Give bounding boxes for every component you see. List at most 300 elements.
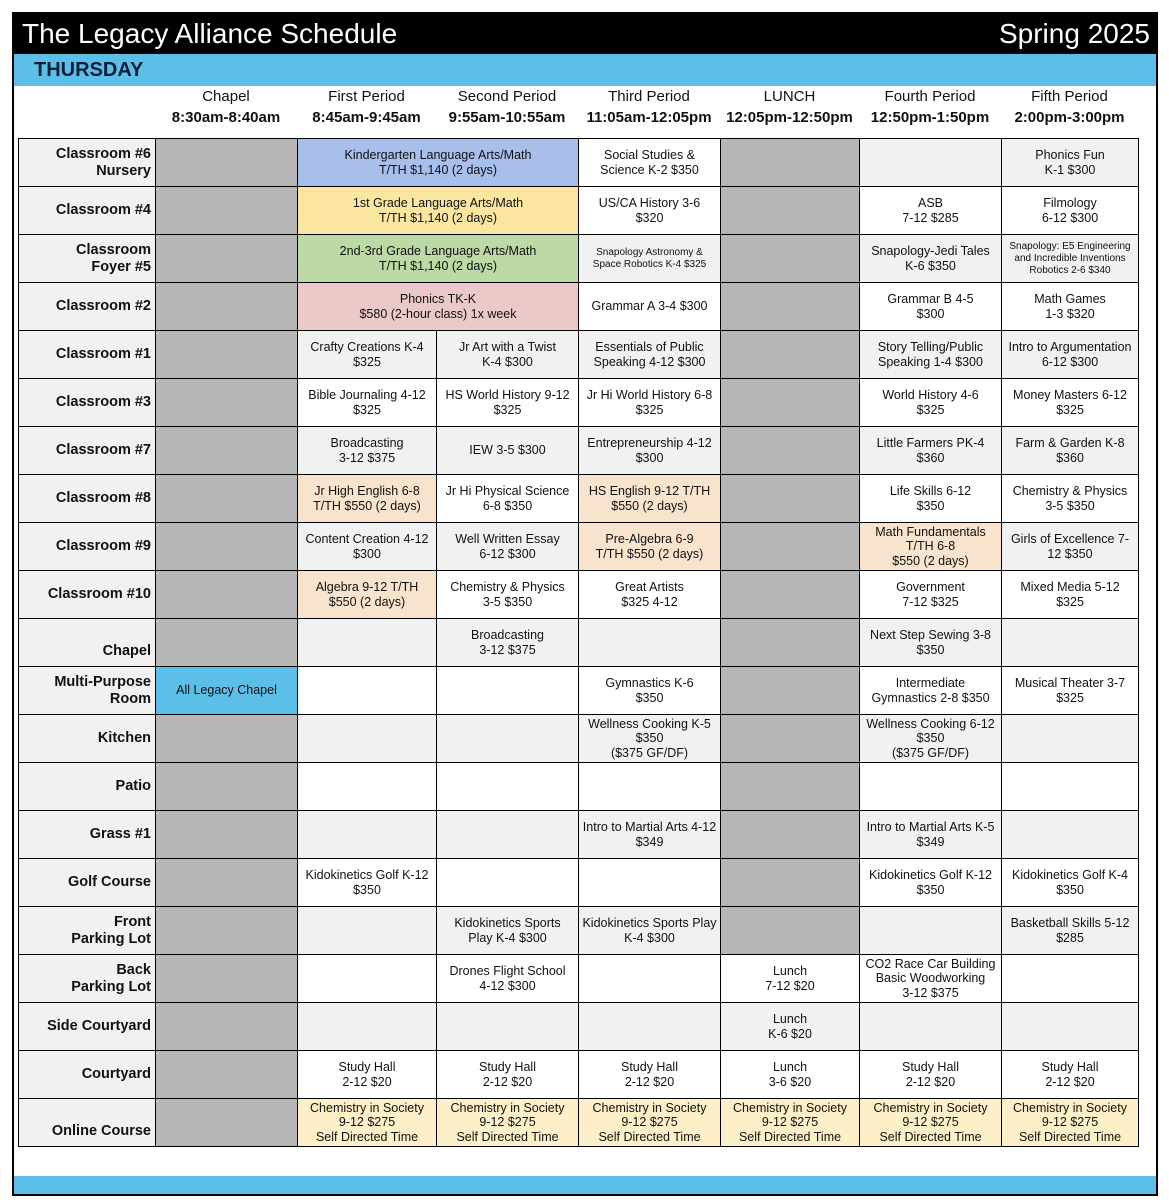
class-cell-line: Lunch	[772, 1060, 808, 1074]
table-row	[19, 187, 1139, 235]
class-cell	[860, 379, 1002, 427]
empty-cell	[156, 715, 298, 763]
class-cell-line: Gymnastics K-6	[605, 676, 694, 690]
column-header-name: LUNCH	[763, 88, 816, 105]
class-cell	[437, 379, 579, 427]
table-row	[19, 715, 1139, 763]
class-cell-line: Life Skills 6-12	[889, 484, 972, 498]
class-cell-line: HS English 9-12 T/TH	[588, 484, 711, 498]
class-cell-line: Space Robotics K-4 $325	[592, 258, 707, 270]
class-cell-line: $325	[1056, 402, 1084, 417]
schedule-grid	[18, 138, 1139, 1147]
room-label	[19, 187, 156, 235]
class-cell	[579, 475, 721, 523]
class-cell-line: Basketball Skills 5-12	[1010, 916, 1130, 930]
room-label	[19, 955, 156, 1003]
room-label-line: Classroom #2	[55, 298, 151, 314]
class-cell-line: 9-12 $275	[761, 1115, 819, 1130]
class-cell	[1002, 427, 1139, 475]
empty-cell	[721, 715, 860, 763]
table-row	[19, 667, 1139, 715]
room-label-line: Classroom #7	[55, 442, 151, 458]
class-cell	[1002, 187, 1139, 235]
class-cell	[298, 1051, 437, 1099]
empty-cell	[1002, 811, 1139, 859]
class-cell-line: Farm & Garden K-8	[1015, 436, 1125, 450]
room-label-line: Back	[116, 962, 151, 978]
class-cell-line: 2-12 $20	[905, 1074, 956, 1089]
class-cell-line: Gymnastics 2-8 $350	[871, 690, 990, 705]
class-cell-line: $350	[635, 690, 664, 705]
class-cell-line: $550 (2 days)	[328, 594, 406, 609]
empty-cell	[721, 859, 860, 907]
class-cell	[579, 523, 721, 571]
class-cell-line: 9-12 $275	[479, 1115, 536, 1130]
class-cell-line: K-4 $300	[624, 930, 675, 945]
class-cell-line: T/TH $550 (2 days)	[313, 498, 421, 513]
class-cell	[579, 1099, 721, 1147]
class-cell-line: Chemistry in Society	[1013, 1100, 1127, 1115]
empty-cell	[298, 955, 437, 1003]
class-cell	[721, 1051, 860, 1099]
empty-cell	[156, 763, 298, 811]
class-cell	[860, 187, 1002, 235]
class-cell-line: 12 $350	[1047, 546, 1093, 561]
empty-cell	[721, 667, 860, 715]
class-cell-line: Great Artists	[615, 580, 684, 594]
class-cell-line: Social Studies &	[603, 148, 696, 162]
empty-cell	[721, 619, 860, 667]
class-cell-line: 4-12 $300	[479, 978, 536, 993]
room-label-line: Chapel	[102, 643, 151, 659]
class-cell-line: Kidokinetics Golf K-12	[305, 868, 429, 882]
class-cell	[860, 715, 1002, 763]
class-cell	[298, 427, 437, 475]
class-cell	[579, 235, 721, 283]
class-cell-line: 9-12 $275	[621, 1115, 678, 1130]
empty-cell	[437, 1003, 579, 1051]
term-label: Spring 2025	[998, 18, 1150, 49]
class-cell	[1002, 283, 1139, 331]
column-header	[720, 86, 859, 128]
class-cell	[860, 859, 1002, 907]
class-cell	[437, 955, 579, 1003]
class-cell-line: K-6 $350	[905, 258, 956, 273]
class-cell	[1002, 907, 1139, 955]
class-cell-line: Intermediate	[895, 676, 966, 690]
table-row	[19, 1051, 1139, 1099]
table-row	[19, 859, 1139, 907]
class-cell-line: 6-12 $300	[479, 546, 536, 561]
class-cell	[437, 907, 579, 955]
class-cell-line: Filmology	[1043, 196, 1097, 210]
class-cell-line: Speaking 4-12 $300	[593, 354, 706, 369]
empty-cell	[721, 379, 860, 427]
class-cell	[437, 475, 579, 523]
room-label-line: Patio	[115, 778, 151, 794]
room-label-line: Classroom #6	[55, 146, 151, 162]
empty-cell	[156, 859, 298, 907]
footer-bar	[14, 1176, 1156, 1194]
class-cell-line: 6-12 $300	[1041, 354, 1099, 369]
empty-cell	[298, 715, 437, 763]
class-cell-line: Phonics Fun	[1035, 148, 1105, 162]
empty-cell	[437, 667, 579, 715]
class-cell-line: Jr Hi Physical Science	[445, 484, 570, 498]
class-cell	[1002, 667, 1139, 715]
class-cell-line: Science K-2 $350	[600, 162, 699, 177]
class-cell-line: 9-12 $275	[338, 1115, 396, 1130]
class-cell-line: Kidokinetics Sports	[454, 916, 561, 930]
class-cell-line: Algebra 9-12 T/TH	[315, 580, 419, 594]
column-header	[578, 86, 720, 128]
column-header-time: 2:00pm-3:00pm	[1014, 109, 1125, 126]
class-cell-line: Lunch	[772, 964, 808, 978]
class-cell	[579, 715, 721, 763]
class-cell-line: $300	[353, 546, 381, 561]
room-label-line: Grass #1	[89, 826, 151, 842]
class-cell-line: Intro to Martial Arts 4-12	[582, 820, 717, 834]
empty-cell	[860, 1003, 1002, 1051]
room-label-line: Classroom #1	[55, 346, 151, 362]
class-cell	[860, 475, 1002, 523]
room-label	[19, 331, 156, 379]
empty-cell	[579, 763, 721, 811]
class-cell-line: 2-12 $20	[624, 1074, 675, 1089]
class-cell-line: 2nd-3rd Grade Language Arts/Math	[339, 244, 537, 258]
class-cell-line: $325	[353, 354, 381, 369]
class-cell	[1002, 571, 1139, 619]
empty-cell	[721, 571, 860, 619]
class-cell	[1002, 475, 1139, 523]
table-row	[19, 1099, 1139, 1147]
class-cell-line: Robotics 2-6 $340	[1029, 264, 1111, 276]
class-cell-line: and Incredible Inventions	[1014, 252, 1126, 264]
class-cell	[298, 187, 579, 235]
class-cell-line: Self Directed Time	[879, 1129, 982, 1144]
room-label	[19, 811, 156, 859]
room-label	[19, 715, 156, 763]
class-cell-line: $550 (2 days)	[892, 553, 969, 568]
class-cell	[437, 571, 579, 619]
class-cell	[721, 1003, 860, 1051]
class-cell-line: $325	[493, 402, 522, 417]
class-cell	[579, 811, 721, 859]
empty-cell	[1002, 715, 1139, 763]
class-cell	[860, 523, 1002, 571]
class-cell	[1002, 1099, 1139, 1147]
class-cell-line: 3-12 $375	[902, 985, 959, 1000]
class-cell-line: World History 4-6	[882, 388, 979, 402]
empty-cell	[298, 619, 437, 667]
room-label-line: Kitchen	[97, 730, 151, 746]
class-cell	[298, 379, 437, 427]
class-cell-line: Grammar A 3-4 $300	[591, 299, 708, 314]
empty-cell	[721, 763, 860, 811]
class-cell-line: Self Directed Time	[598, 1129, 701, 1144]
room-label-line: Parking Lot	[71, 931, 151, 947]
class-cell	[579, 283, 721, 331]
room-label	[19, 571, 156, 619]
class-cell-line: $349	[635, 834, 664, 849]
room-label-line: Foyer #5	[91, 259, 151, 275]
column-header-name: Chapel	[202, 88, 250, 105]
table-row	[19, 475, 1139, 523]
room-label-line: Classroom #10	[47, 586, 151, 602]
class-cell-line: $360	[1056, 450, 1084, 465]
class-cell	[721, 1099, 860, 1147]
class-cell-line: Lunch	[772, 1012, 808, 1026]
class-cell	[298, 283, 579, 331]
empty-cell	[156, 331, 298, 379]
class-cell-line: ASB	[917, 196, 943, 210]
column-header-name: Third Period	[608, 88, 690, 105]
class-cell-line: Broadcasting	[330, 436, 404, 450]
class-cell-line: Study Hall	[902, 1060, 959, 1074]
class-cell	[298, 859, 437, 907]
class-cell-line: 3-12 $375	[479, 642, 536, 657]
class-cell-line: 7-12 $20	[765, 978, 815, 993]
empty-cell	[156, 811, 298, 859]
empty-cell	[1002, 955, 1139, 1003]
class-cell-line: Phonics TK-K	[399, 292, 477, 306]
class-cell-line: 1st Grade Language Arts/Math	[352, 196, 524, 210]
class-cell-line: Chemistry in Society	[310, 1100, 424, 1115]
room-label	[19, 667, 156, 715]
class-cell-line: Self Directed Time	[738, 1129, 842, 1144]
class-cell-line: Kindergarten Language Arts/Math	[344, 148, 532, 162]
class-cell	[860, 955, 1002, 1003]
class-cell-line: Drones Flight School	[449, 964, 566, 978]
class-cell	[437, 1099, 579, 1147]
class-cell	[860, 283, 1002, 331]
empty-cell	[721, 475, 860, 523]
empty-cell	[1002, 763, 1139, 811]
class-cell-line: Speaking 1-4 $300	[878, 354, 983, 369]
empty-cell	[298, 907, 437, 955]
class-cell-line: Basic Woodworking	[875, 971, 986, 986]
class-cell-line: IEW 3-5 $300	[469, 443, 546, 458]
class-cell-line: Chemistry in Society	[592, 1100, 707, 1115]
empty-cell	[437, 715, 579, 763]
room-label	[19, 1099, 156, 1147]
class-cell-line: 7-12 $325	[902, 594, 959, 609]
class-cell	[298, 571, 437, 619]
class-cell-line: $360	[916, 450, 945, 465]
empty-cell	[156, 1099, 298, 1147]
empty-cell	[156, 283, 298, 331]
class-cell-line: Girls of Excellence 7-	[1010, 532, 1130, 546]
class-cell-line: Snapology Astronomy &	[596, 246, 703, 258]
class-cell-line: $349	[916, 834, 945, 849]
column-header	[1001, 86, 1138, 128]
class-cell-line: Well Written Essay	[455, 532, 560, 546]
empty-cell	[156, 955, 298, 1003]
class-cell-line: $325	[353, 402, 381, 417]
column-header-time: 12:05pm-12:50pm	[726, 109, 853, 126]
room-label	[19, 379, 156, 427]
class-cell	[1002, 379, 1139, 427]
class-cell	[1002, 139, 1139, 187]
class-cell-line: K-1 $300	[1044, 162, 1096, 177]
class-cell-line: Kidokinetics Golf K-4	[1011, 868, 1129, 882]
class-cell-line: T/TH $1,140 (2 days)	[378, 210, 498, 225]
class-cell	[437, 523, 579, 571]
class-cell	[721, 955, 860, 1003]
room-label	[19, 1051, 156, 1099]
room-label-line: Multi-Purpose	[54, 674, 151, 690]
room-label	[19, 859, 156, 907]
class-cell-line: CO2 Race Car Building	[865, 956, 996, 971]
class-cell-line: Jr Hi World History 6-8	[586, 388, 713, 402]
class-cell-line: 3-5 $350	[482, 594, 533, 609]
class-cell-line: Self Directed Time	[1018, 1129, 1122, 1144]
empty-cell	[156, 235, 298, 283]
empty-cell	[721, 427, 860, 475]
class-cell	[579, 571, 721, 619]
class-cell-line: T/TH $1,140 (2 days)	[378, 258, 498, 273]
class-cell-line: 3-5 $350	[1045, 498, 1095, 513]
class-cell-line: Intro to Martial Arts K-5	[866, 820, 995, 834]
room-label-line: Parking Lot	[71, 979, 151, 995]
class-cell	[579, 667, 721, 715]
empty-cell	[156, 1051, 298, 1099]
class-cell-line: $350	[916, 731, 945, 746]
class-cell-line: Self Directed Time	[315, 1129, 419, 1144]
empty-cell	[860, 139, 1002, 187]
room-label	[19, 907, 156, 955]
class-cell-line: Chemistry in Society	[733, 1100, 847, 1115]
table-row	[19, 1003, 1139, 1051]
class-cell-line: All Legacy Chapel	[176, 683, 277, 698]
class-cell	[579, 139, 721, 187]
class-cell-line: T/TH $550 (2 days)	[595, 546, 704, 561]
class-cell-line: T/TH 6-8	[905, 539, 956, 554]
class-cell-line: Musical Theater 3-7	[1014, 676, 1126, 690]
room-label-line: Classroom #9	[55, 538, 151, 554]
class-cell-line: Pre-Algebra 6-9	[605, 532, 694, 546]
room-label-line: Room	[109, 691, 151, 707]
class-cell-line: Broadcasting	[471, 628, 544, 642]
class-cell-line: $550 (2 days)	[611, 498, 688, 513]
class-cell	[298, 139, 579, 187]
class-cell	[437, 619, 579, 667]
column-header-name: Fourth Period	[884, 88, 976, 105]
table-row	[19, 283, 1139, 331]
empty-cell	[721, 907, 860, 955]
class-cell	[156, 667, 298, 715]
class-cell-line: Chemistry in Society	[873, 1100, 988, 1115]
empty-cell	[579, 859, 721, 907]
column-headers	[155, 86, 1138, 128]
class-cell-line: $350	[916, 498, 945, 513]
class-cell-line: Kidokinetics Golf K-12	[869, 868, 992, 882]
table-row	[19, 907, 1139, 955]
column-header-name: Fifth Period	[1031, 88, 1108, 105]
class-cell-line: Wellness Cooking K-5	[588, 716, 711, 731]
class-cell-line: $350	[916, 642, 945, 657]
table-row	[19, 235, 1139, 283]
empty-cell	[298, 763, 437, 811]
class-cell-line: Essentials of Public	[595, 340, 704, 354]
class-cell-line: Entrepreneurship 4-12	[587, 436, 712, 450]
room-label-line: Classroom #4	[55, 202, 151, 218]
class-cell	[1002, 859, 1139, 907]
class-cell-line: $350	[916, 882, 945, 897]
empty-cell	[721, 187, 860, 235]
class-cell	[298, 235, 579, 283]
class-cell-line: $325 4-12	[621, 594, 678, 609]
class-cell-line: ($375 GF/DF)	[891, 745, 970, 760]
room-label-line: Courtyard	[81, 1066, 151, 1082]
class-cell	[579, 187, 721, 235]
class-cell-line: $325	[635, 402, 664, 417]
empty-cell	[156, 619, 298, 667]
class-cell	[579, 1051, 721, 1099]
table-row	[19, 331, 1139, 379]
class-cell-line: Story Telling/Public	[877, 340, 984, 354]
room-label-line: Online Course	[51, 1123, 151, 1139]
empty-cell	[156, 139, 298, 187]
room-label-line: Classroom #3	[55, 394, 151, 410]
class-cell	[860, 427, 1002, 475]
class-cell-line: $350	[635, 731, 664, 746]
class-cell-line: Bible Journaling 4-12	[308, 388, 426, 402]
class-cell-line: $320	[635, 210, 664, 225]
room-label-line: Side Courtyard	[47, 1018, 151, 1034]
column-header-time: 11:05am-12:05pm	[586, 109, 712, 126]
class-cell	[579, 907, 721, 955]
class-cell-line: Jr High English 6-8	[314, 484, 420, 498]
column-header-time: 9:55am-10:55am	[448, 109, 566, 126]
class-cell-line: $580 (2-hour class) 1x week	[359, 306, 517, 321]
class-cell-line: 9-12 $275	[902, 1115, 959, 1130]
class-cell-line: 2-12 $20	[342, 1074, 392, 1089]
class-cell-line: Jr Art with a Twist	[458, 340, 556, 354]
empty-cell	[437, 811, 579, 859]
class-cell-line: 3-12 $375	[338, 450, 396, 465]
class-cell-line: Crafty Creations K-4	[310, 340, 424, 354]
class-cell	[579, 331, 721, 379]
empty-cell	[721, 811, 860, 859]
class-cell-line: Play K-4 $300	[468, 930, 547, 945]
table-row	[19, 763, 1139, 811]
column-header	[859, 86, 1001, 128]
table-row	[19, 379, 1139, 427]
room-label-line: Front	[113, 914, 151, 930]
table-row	[19, 427, 1139, 475]
class-cell-line: Money Masters 6-12	[1013, 388, 1127, 402]
class-cell	[437, 1051, 579, 1099]
class-cell-line: Self Directed Time	[456, 1129, 559, 1144]
class-cell-line: $350	[1056, 882, 1084, 897]
class-cell-line: Study Hall	[621, 1060, 678, 1074]
class-cell-line: Study Hall	[479, 1060, 536, 1074]
table-row	[19, 811, 1139, 859]
room-label-line: Classroom #8	[55, 490, 151, 506]
class-cell-line: $285	[1056, 930, 1084, 945]
empty-cell	[156, 427, 298, 475]
empty-cell	[860, 907, 1002, 955]
room-label-line: Classroom	[76, 242, 151, 258]
empty-cell	[1002, 619, 1139, 667]
empty-cell	[579, 1003, 721, 1051]
class-cell	[860, 571, 1002, 619]
class-cell	[860, 811, 1002, 859]
class-cell-line: 2-12 $20	[1045, 1074, 1095, 1089]
day-bar	[14, 54, 1156, 86]
class-cell	[579, 379, 721, 427]
